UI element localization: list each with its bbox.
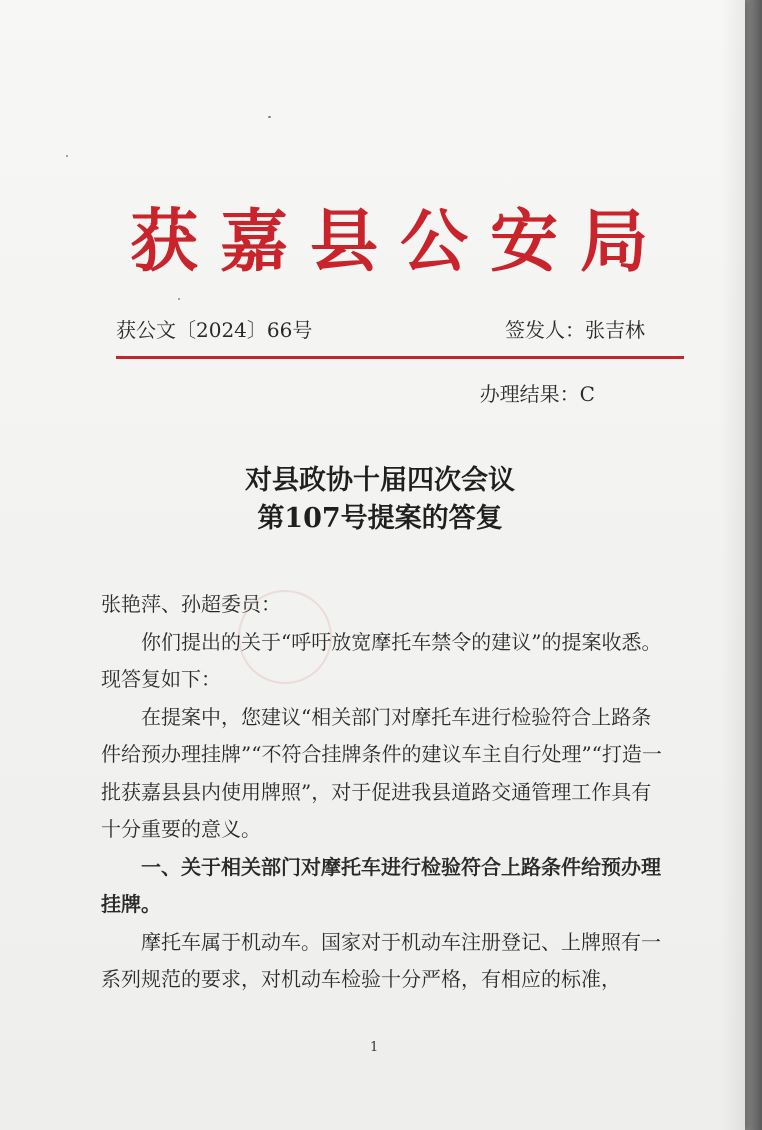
issuer-signatory: 签发人：张吉林 (505, 318, 645, 342)
body-paragraph: 摩托车属于机动车。国家对于机动车注册登记、上牌照有一系列规范的要求，对机动车检验十分严格，有相应的标准， (101, 929, 661, 991)
body-paragraph: 在提案中，您建议“相关部门对摩托车进行检验符合上路条件给预办理挂牌”“不符合挂牌条件的建议车主自行处理”“打造一批获嘉县县内使用牌照”，对于促进我县道路交通管理工作具有十分重要的意义。 (101, 704, 662, 841)
document-number: 获公文〔2024〕66号 (116, 318, 313, 342)
document-body (101, 586, 666, 999)
page-number: 1 (370, 1040, 379, 1055)
document-title (100, 462, 660, 538)
salutation: 张艳萍、孙超委员： (101, 592, 281, 616)
title-line-2: 第107号提案的答复 (257, 503, 503, 534)
red-divider-line (116, 356, 684, 359)
title-line-1: 对县政协十届四次会议 (245, 465, 515, 496)
paper-speck (178, 298, 180, 300)
paper-speck (66, 155, 68, 157)
paper-speck (268, 116, 271, 118)
issuing-authority-masthead: 获嘉县公安局 (129, 202, 670, 282)
handling-result: 办理结果：C (479, 382, 595, 406)
section-heading: 一、关于相关部门对摩托车进行检验符合上路条件给预办理挂牌。 (101, 854, 661, 916)
body-paragraph: 你们提出的关于“呼吁放宽摩托车禁令的建议”的提案收悉。现答复如下： (101, 629, 662, 691)
